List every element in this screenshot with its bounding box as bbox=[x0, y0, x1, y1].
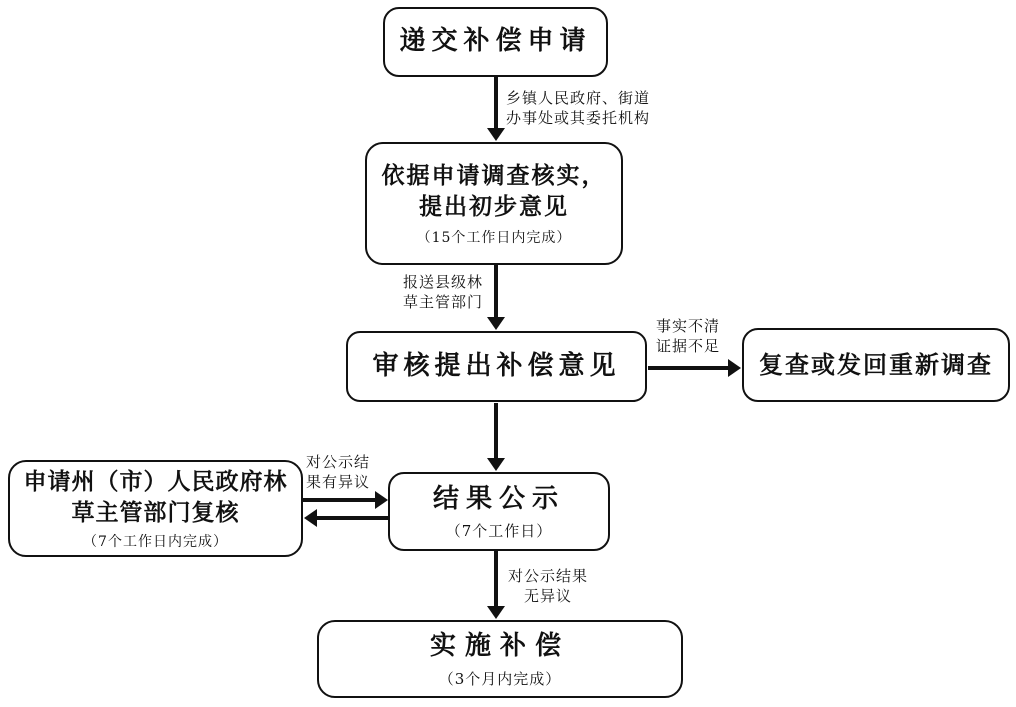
node-review-opinion-title: 审核提出补偿意见 bbox=[372, 350, 621, 381]
node-implement-compensation bbox=[317, 620, 683, 698]
node-recheck-reinvestigate bbox=[742, 328, 1010, 402]
node-investigate-verify-title-line1: 依据申请调查核实， bbox=[381, 161, 607, 189]
arrow-submit-to-investigate bbox=[487, 77, 505, 141]
node-submit-application-title: 递交补偿申请 bbox=[399, 26, 592, 57]
edge-label-line: 无异议 bbox=[523, 587, 572, 605]
arrow-review-to-publicity bbox=[487, 403, 505, 471]
edge-label-line: 乡镇人民政府、街道 bbox=[506, 89, 651, 107]
edge-label-objection-to-publicity bbox=[306, 452, 370, 492]
arrow-left-head bbox=[304, 509, 317, 527]
node-implement-compensation-note: （3个月内完成） bbox=[438, 669, 562, 688]
edge-label-line: 办事处或其委托机构 bbox=[506, 109, 651, 127]
arrow-down-head bbox=[487, 317, 505, 330]
node-recheck-reinvestigate-title: 复查或发回重新调查 bbox=[759, 349, 993, 379]
node-prefecture-reexamine bbox=[8, 460, 303, 557]
node-investigate-verify bbox=[365, 142, 623, 265]
arrow-shaft bbox=[494, 265, 498, 319]
arrow-right-head bbox=[375, 491, 388, 509]
edge-label-line: 报送县级林 bbox=[403, 273, 484, 291]
node-review-opinion bbox=[346, 331, 647, 402]
arrow-shaft bbox=[648, 366, 730, 370]
edge-label-no-objection bbox=[498, 566, 598, 606]
arrow-shaft bbox=[494, 77, 498, 130]
arrow-reexamine-to-publicity bbox=[303, 491, 388, 509]
arrow-down-head bbox=[487, 458, 505, 471]
arrow-right-head bbox=[728, 359, 741, 377]
node-result-publicity-note: （7个工作日） bbox=[445, 522, 553, 541]
node-result-publicity-title: 结果公示 bbox=[432, 483, 565, 514]
edge-label-line: 事实不清 bbox=[656, 317, 721, 335]
node-investigate-verify-title-line2: 提出初步意见 bbox=[419, 193, 569, 220]
edge-label-line: 草主管部门 bbox=[403, 293, 484, 311]
edge-label-township-government bbox=[506, 88, 650, 128]
arrow-review-to-recheck bbox=[648, 359, 741, 377]
edge-label-report-county-authority bbox=[403, 272, 483, 312]
node-prefecture-reexamine-title-line2: 草主管部门复核 bbox=[71, 499, 240, 526]
node-prefecture-reexamine-note: （7个工作日内完成） bbox=[83, 534, 228, 551]
node-result-publicity bbox=[388, 472, 610, 551]
node-investigate-verify-note: （15个工作日内完成） bbox=[416, 230, 572, 247]
node-implement-compensation-title: 实施补偿 bbox=[429, 631, 570, 662]
arrow-shaft bbox=[303, 498, 377, 502]
arrow-investigate-to-review bbox=[487, 265, 505, 330]
edge-label-line: 对公示结果 bbox=[507, 567, 588, 585]
arrow-down-head bbox=[487, 128, 505, 141]
node-prefecture-reexamine-title-line1: 申请州（市）人民政府林 bbox=[23, 467, 288, 495]
arrow-shaft bbox=[315, 516, 389, 520]
edge-label-line: 证据不足 bbox=[656, 337, 721, 355]
edge-label-line: 果有异议 bbox=[306, 473, 371, 491]
edge-label-line: 对公示结 bbox=[306, 453, 371, 471]
node-submit-application bbox=[383, 7, 608, 77]
arrow-publicity-to-reexamine bbox=[304, 509, 389, 527]
edge-label-facts-unclear bbox=[656, 316, 720, 356]
arrow-shaft bbox=[494, 403, 498, 460]
arrow-down-head bbox=[487, 606, 505, 619]
